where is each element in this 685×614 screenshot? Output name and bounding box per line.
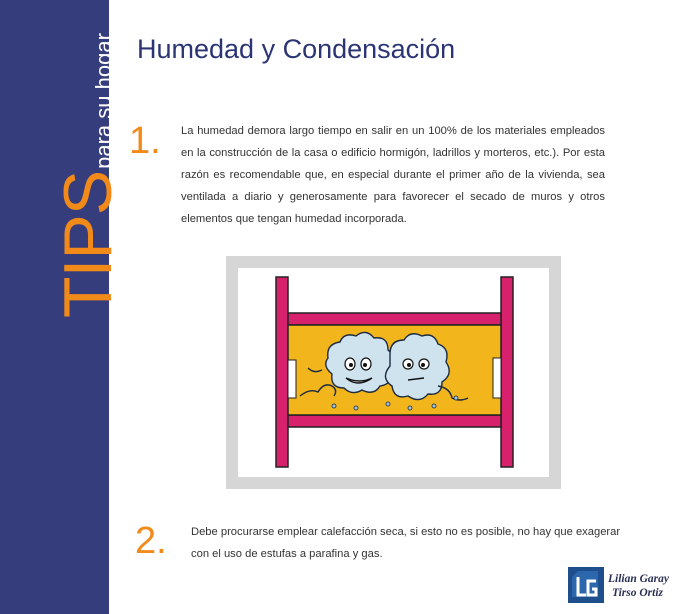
tip-1-number: 1. (129, 120, 161, 162)
sidebar-heading (50, 33, 126, 318)
tip-2-text: Debe procurarse emplear calefacción seca, si esto no es posible, no hay que exagerar con el uso de estufas a parafina y gas. (191, 526, 621, 560)
illustration-panel (238, 268, 549, 477)
tip-2-number: 2. (135, 520, 167, 562)
sidebar-subtitle: para su hogar (91, 33, 116, 169)
company-logo (568, 567, 678, 607)
sidebar-tips-word: TIPS (50, 170, 126, 318)
wall-condensation-illustration (238, 268, 549, 477)
illustration-frame (226, 256, 561, 489)
logo-name-line-2: Tirso Ortiz (612, 587, 664, 599)
page-title: Humedad y Condensación (137, 34, 456, 64)
tip-1-text: La humedad demora largo tiempo en salir en un 100% de los materiales empleados en la construcción de la casa o edificio hormigón, ladrillos y morteros, etc.). Por esta razón es recomendable que, en especial durante el primer año de la vivienda, sea ventilada a diario y generosamente para favorecer el secado de muros y otros elementos que tengan humedad incorporada. (181, 125, 605, 225)
sidebar (0, 0, 126, 614)
logo-mark-icon (568, 567, 604, 603)
logo-name-line-1: Lilian Garay (608, 573, 670, 585)
